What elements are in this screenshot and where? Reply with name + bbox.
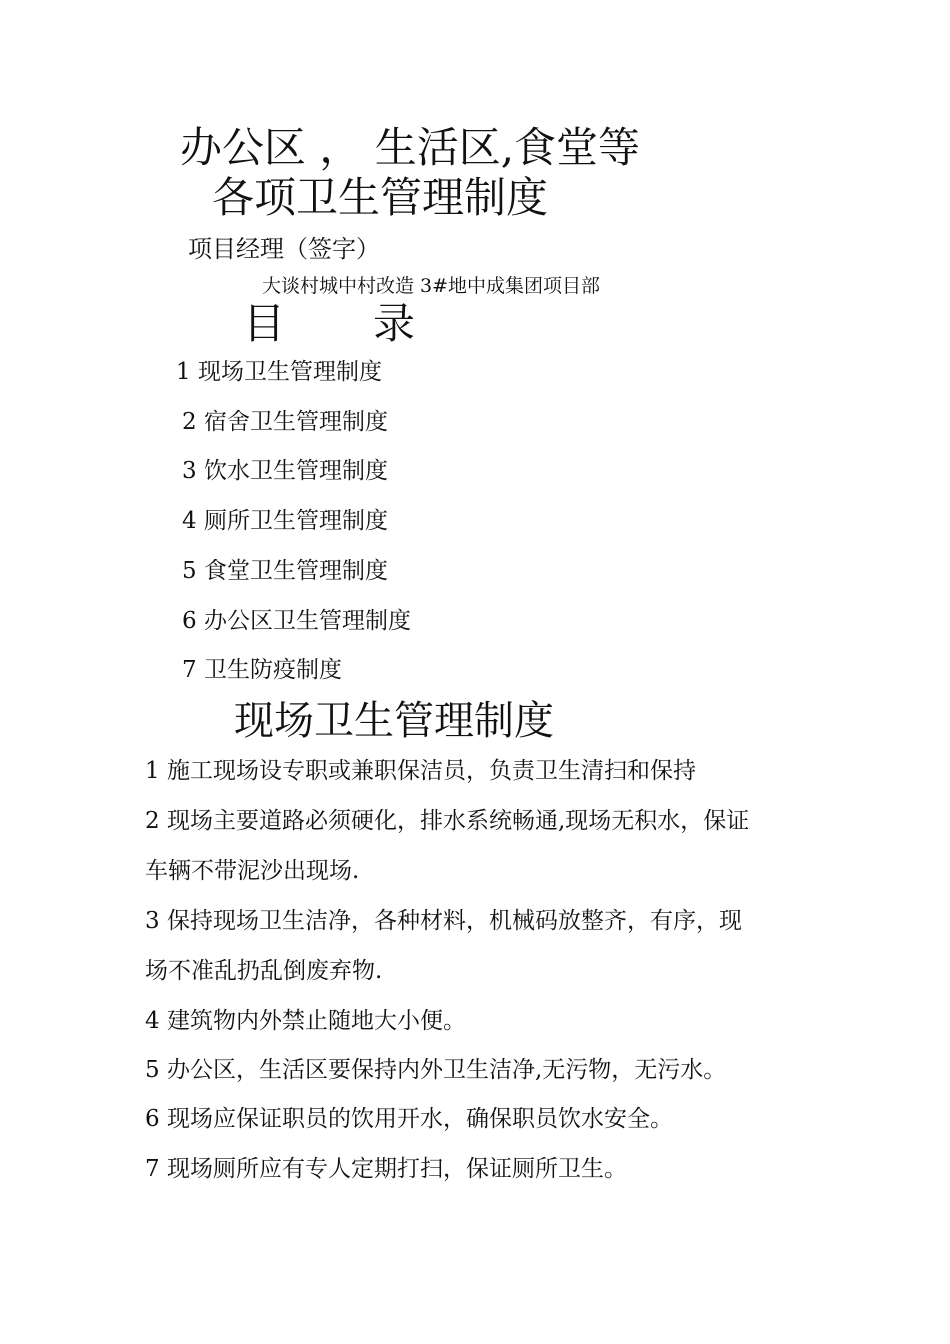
section-paragraph-line: 5 办公区，生活区要保持内外卫生洁净,无污物，无污水。 bbox=[145, 1057, 727, 1083]
toc-item-5: 5 食堂卫生管理制度 bbox=[182, 558, 388, 584]
section-paragraph-line: 4 建筑物内外禁止随地大小便。 bbox=[145, 1008, 466, 1034]
section-paragraph-line: 7 现场厕所应有专人定期打扫，保证厕所卫生。 bbox=[145, 1156, 627, 1182]
toc-item-6: 6 办公区卫生管理制度 bbox=[182, 608, 411, 634]
section-paragraph-line: 1 施工现场设专职或兼职保洁员，负责卫生清扫和保持 bbox=[145, 758, 696, 784]
toc-item-1: 1 现场卫生管理制度 bbox=[176, 359, 382, 385]
section-title: 现场卫生管理制度 bbox=[234, 698, 554, 744]
section-paragraph-line: 3 保持现场卫生洁净，各种材料，机械码放整齐，有序，现 bbox=[145, 908, 742, 934]
section-paragraph-line: 2 现场主要道路必须硬化，排水系统畅通,现场无积水，保证 bbox=[145, 808, 750, 834]
toc-heading-char-2: 录 bbox=[373, 299, 416, 348]
section-paragraph-line: 车辆不带泥沙出现场. bbox=[145, 858, 360, 884]
toc-item-2: 2 宿舍卫生管理制度 bbox=[182, 409, 388, 435]
section-paragraph-line: 6 现场应保证职员的饮用开水，确保职员饮水安全。 bbox=[145, 1106, 673, 1132]
document-title-line-2: 各项卫生管理制度 bbox=[212, 173, 549, 222]
table-of-contents-heading bbox=[243, 298, 415, 350]
manager-signature-label: 项目经理（签字） bbox=[188, 235, 380, 263]
project-department-name: 大谈村城中村改造 3#地中成集团项目部 bbox=[262, 275, 601, 297]
document-title-line-1: 办公区 ， 生活区,食堂等 bbox=[180, 123, 641, 172]
toc-heading-char-1: 目 bbox=[243, 299, 286, 348]
toc-item-7: 7 卫生防疫制度 bbox=[182, 657, 342, 683]
toc-item-3: 3 饮水卫生管理制度 bbox=[182, 458, 388, 484]
toc-item-4: 4 厕所卫生管理制度 bbox=[182, 508, 388, 534]
section-paragraph-line: 场不准乱扔乱倒废弃物. bbox=[145, 958, 383, 984]
